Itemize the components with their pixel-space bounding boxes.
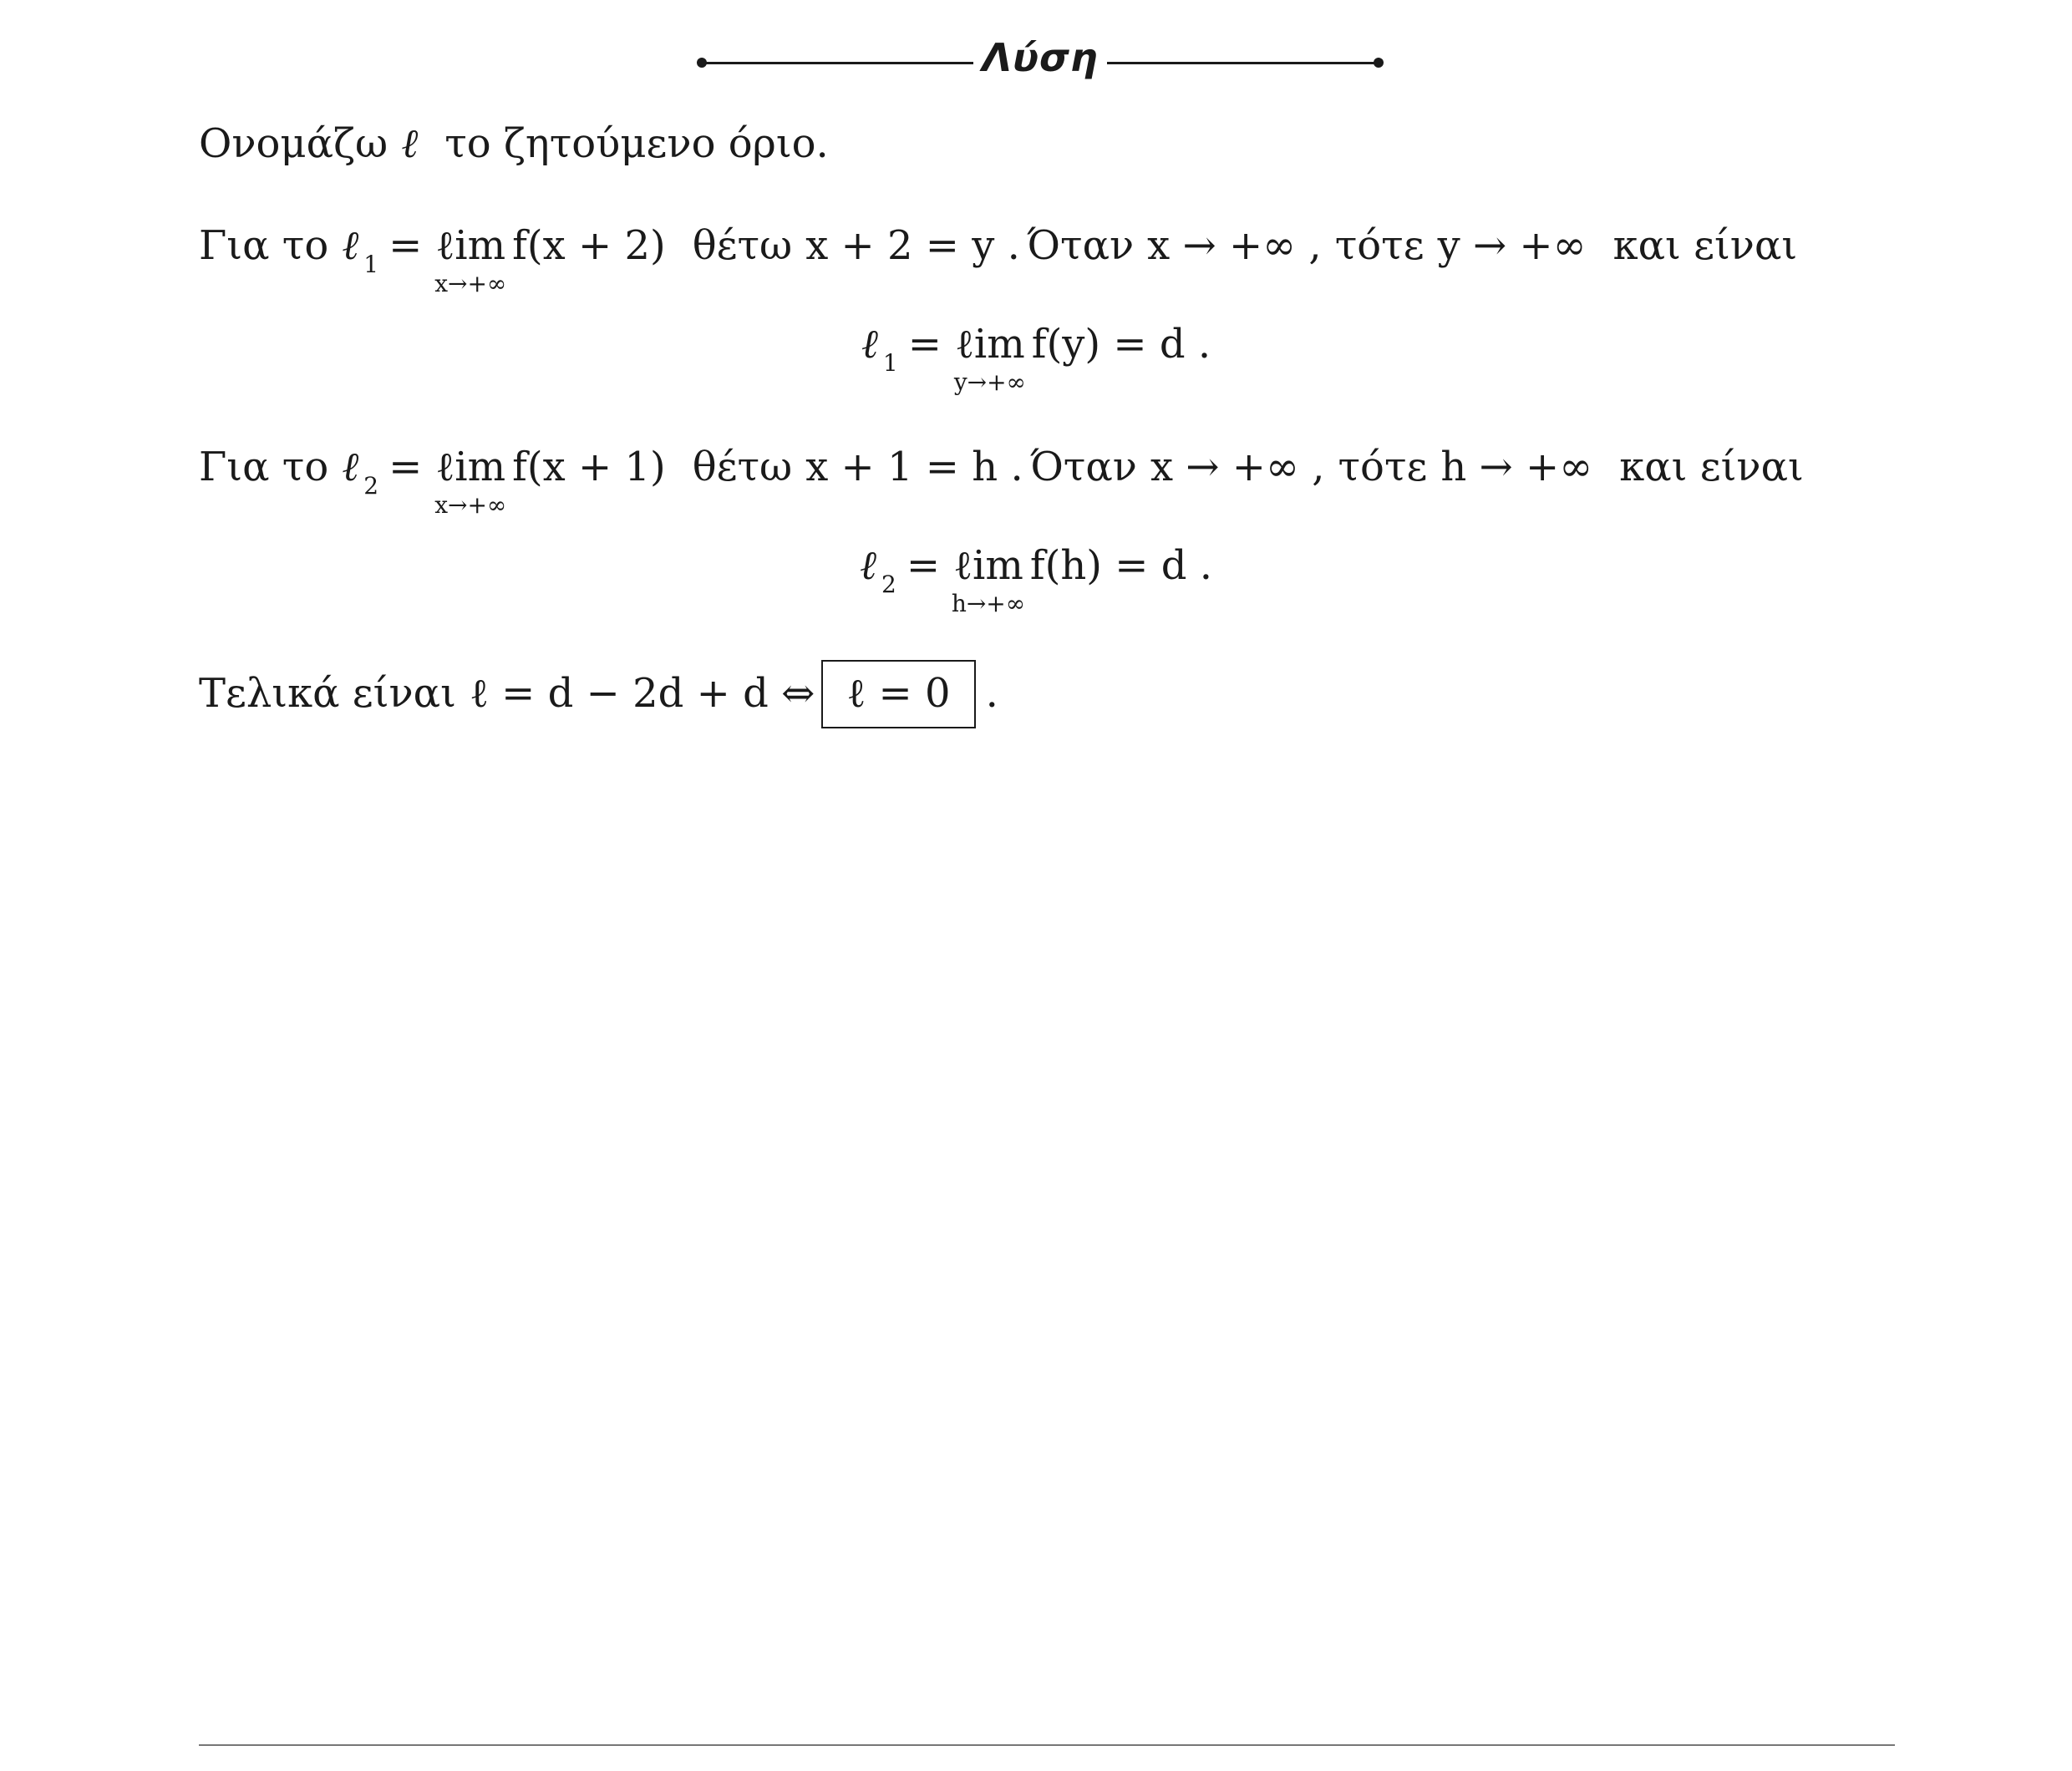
heading-right-rule	[1107, 62, 1379, 64]
intro-before: Ονομάζω	[199, 120, 388, 167]
bottom-rule	[199, 1744, 1895, 1746]
eq1-index: 1	[882, 349, 898, 377]
p1-set-word: θέτω	[692, 222, 793, 269]
p2-when: Όταν	[1029, 444, 1137, 490]
conclusion-line	[199, 660, 998, 728]
p1-condition: x → +∞ ,	[1147, 222, 1322, 269]
paragraph-2	[199, 444, 1804, 519]
p2-eq: =	[388, 444, 423, 490]
eq1-eq: =	[907, 321, 942, 368]
p1-then: τότε	[1334, 222, 1424, 269]
p2-symbol: ℓ	[342, 444, 359, 490]
p2-expr: f(x + 1)	[512, 444, 666, 490]
p1-index: 1	[363, 251, 379, 278]
heading-left-rule	[702, 62, 973, 64]
p1-symbol: ℓ	[342, 222, 359, 269]
p1-prefix: Για το	[199, 222, 329, 269]
eq2-lim-word: ℓim	[953, 542, 1023, 589]
p1-substitution: x + 2 = y .	[805, 222, 1020, 269]
eq1-expr: f(y) = d .	[1031, 321, 1211, 368]
intro-symbol: ℓ	[401, 120, 419, 167]
p2-tail: και είναι	[1619, 444, 1804, 490]
eq2-lim-subscript: h→+∞	[951, 590, 1026, 617]
eq2-eq: =	[906, 542, 941, 589]
conclusion-end: .	[985, 670, 998, 717]
eq1-lim-word: ℓim	[954, 321, 1025, 368]
conclusion-expr: ℓ = d − 2d + d ⇔	[469, 670, 815, 717]
heading-right-dot	[1374, 58, 1384, 68]
p1-when: Όταν	[1026, 222, 1135, 269]
boxed-result: ℓ = 0	[821, 660, 975, 728]
intro-line	[199, 120, 829, 167]
eq2-limit	[951, 542, 1026, 617]
paragraph-1	[199, 222, 1798, 297]
p2-lim-word: ℓim	[435, 444, 506, 490]
eq2-symbol: ℓ	[859, 542, 876, 589]
p1-result: y → +∞	[1437, 222, 1587, 269]
conclusion-prefix: Τελικά είναι	[199, 670, 456, 717]
p2-prefix: Για το	[199, 444, 329, 490]
p2-condition: x → +∞ ,	[1150, 444, 1325, 490]
p1-eq: =	[388, 222, 423, 269]
p2-result: h → +∞	[1440, 444, 1593, 490]
p2-set-word: θέτω	[692, 444, 793, 490]
p1-tail: και είναι	[1612, 222, 1798, 269]
eq1-limit	[953, 321, 1026, 396]
p2-index: 2	[363, 472, 379, 500]
p2-limit	[434, 444, 507, 519]
eq1-lim-subscript: y→+∞	[953, 368, 1026, 396]
p1-lim-subscript: x→+∞	[434, 270, 507, 297]
p1-expr: f(x + 2)	[512, 222, 666, 269]
equation-2	[0, 542, 2072, 617]
p2-substitution: x + 1 = h .	[805, 444, 1023, 490]
eq2-expr: f(h) = d .	[1029, 542, 1212, 589]
heading-title: Λύση	[982, 35, 1099, 80]
section-heading	[0, 33, 2072, 92]
intro-after: το ζητούμενο όριο.	[444, 120, 829, 167]
p1-limit	[434, 222, 507, 297]
p1-lim-word: ℓim	[435, 222, 506, 269]
p2-then: τότε	[1338, 444, 1428, 490]
eq1-symbol: ℓ	[861, 321, 878, 368]
p2-lim-subscript: x→+∞	[434, 491, 507, 519]
equation-1	[0, 321, 2072, 396]
eq2-index: 2	[881, 571, 896, 598]
